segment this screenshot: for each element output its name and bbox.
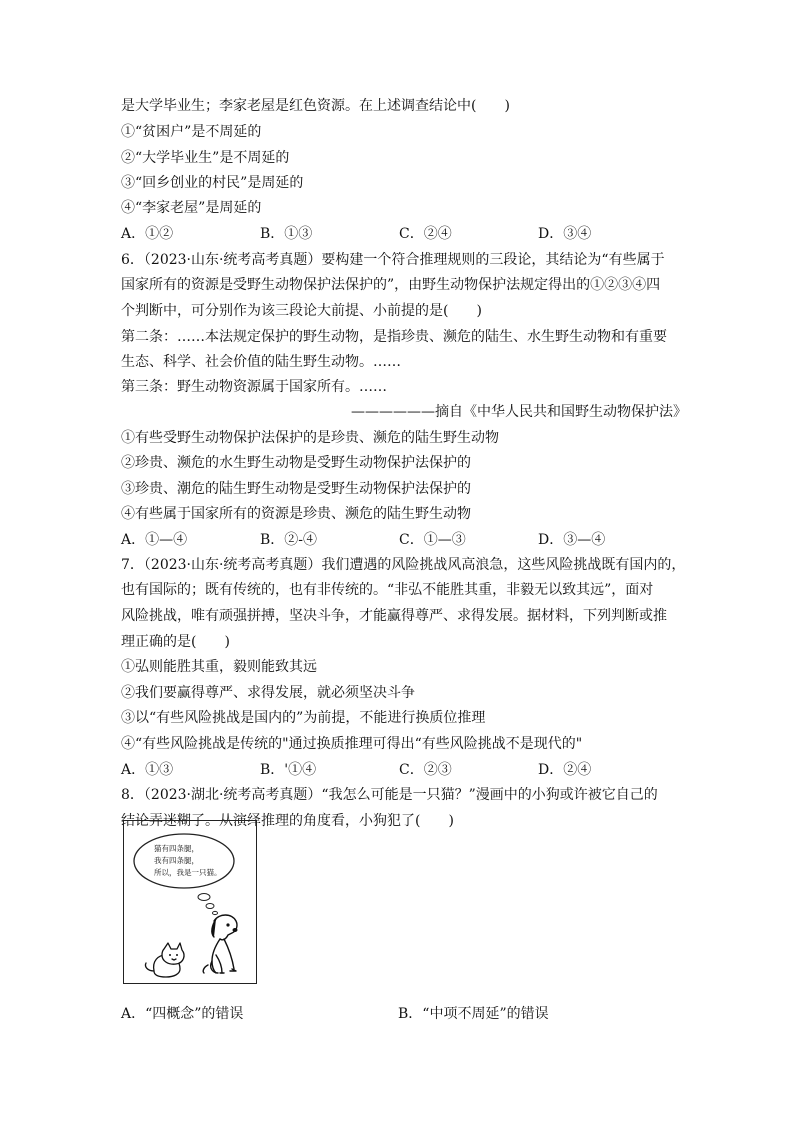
bubble-dot-1 [198, 894, 210, 901]
q5-option-a[interactable]: A．①② [121, 226, 174, 242]
q7-option-b[interactable]: B．'①④ [260, 762, 317, 778]
cat-illustration [145, 943, 184, 977]
q7-stem-line-4: 理正确的是( ) [121, 634, 230, 650]
q8-stem-line-1: 8．（2023·湖北·统考高考真题）“我怎么可能是一只猫？”漫画中的小狗或许被它自己的 [121, 787, 658, 803]
q7-option-a[interactable]: A．①③ [121, 762, 174, 778]
q7-option-d[interactable]: D．②④ [538, 762, 592, 778]
q5-item-3: ③“回乡创业的村民”是周延的 [121, 175, 304, 191]
q5-item-1: ①“贫困户”是不周延的 [121, 124, 262, 140]
q7-option-c[interactable]: C．②③ [399, 762, 452, 778]
q6-stem-line-1: 6．（2023·山东·统考高考真题）要构建一个符合推理规则的三段论，其结论为“有些属于 [121, 252, 665, 268]
q6-material-line-1: 第二条：……本法规定保护的野生动物，是指珍贵、濒危的陆生、水生野生动物和有重要 [121, 329, 667, 345]
q6-option-a[interactable]: A．①—④ [121, 532, 188, 548]
q5-stem-tail: 是大学毕业生；李家老屋是红色资源。在上述调查结论中( ) [121, 98, 510, 114]
bubble-dot-3 [213, 911, 218, 914]
q5-option-c[interactable]: C．②④ [399, 226, 452, 242]
q7-item-1: ①弘则能胜其重，毅则能致其远 [121, 659, 317, 675]
q6-option-d[interactable]: D．③—④ [538, 532, 606, 548]
q8-option-a[interactable]: A．“四概念”的错误 [121, 1006, 244, 1022]
q6-item-3: ③珍贵、潮危的陆生野生动物是受野生动物保护法保护的 [121, 481, 471, 497]
bubble-line-1: 猫有四条腿， [154, 844, 199, 853]
q8-stem-line-2: 结论弄迷糊了。从演绎推理的角度看，小狗犯了( ) [121, 813, 454, 829]
q6-item-1: ①有些受野生动物保护法保护的是珍贵、濒危的陆生野生动物 [121, 430, 499, 446]
q6-stem-line-3: 个判断中，可分别作为该三段论大前提、小前提的是( ) [121, 303, 482, 319]
q6-item-2: ②珍贵、濒危的水生野生动物是受野生动物保护法保护的 [121, 455, 471, 471]
q7-stem-line-3: 风险挑战，唯有顽强拼搏，坚决斗争，才能赢得尊严、求得发展。据材料，下列判断或推 [121, 608, 667, 624]
q6-source: ——————摘自《中华人民共和国野生动物保护法》 [351, 404, 687, 420]
q6-option-c[interactable]: C．①—③ [399, 532, 466, 548]
q7-item-2: ②我们要赢得尊严、求得发展，就必须坚决斗争 [121, 685, 415, 701]
bubble-line-2: 我有四条腿， [154, 856, 199, 865]
q5-option-d[interactable]: D．③④ [538, 226, 592, 242]
q6-material-line-3: 第三条：野生动物资源属于国家所有。…… [121, 379, 387, 395]
q7-item-3: ③以“有些风险挑战是国内的”为前提，不能进行换质位推理 [121, 710, 486, 726]
dog-illustration [203, 915, 237, 973]
q6-material-line-2: 生态、科学、社会价值的陆生野生动物。…… [121, 354, 401, 370]
q5-item-4: ④“李家老屋”是周延的 [121, 200, 262, 216]
q8-option-b[interactable]: B．“中项不周延”的错误 [398, 1006, 549, 1022]
q7-stem-line-1: 7．（2023·山东·统考高考真题）我们遭遇的风险挑战风高浪急，这些风险挑战既有国内的， [121, 557, 686, 573]
q7-item-4: ④“有些风险挑战是传统的"通过换质推理可得出“有些风险挑战不是现代的" [121, 736, 583, 752]
q6-stem-line-2: 国家所有的资源是受野生动物保护法保护的”，由野生动物保护法规定得出的①②③④四 [121, 277, 661, 293]
cartoon-drawing [124, 821, 255, 982]
q5-item-2: ②“大学毕业生”是不周延的 [121, 150, 290, 166]
bubble-line-3: 所以，我是一只猫。 [154, 868, 222, 877]
q6-item-4: ④有些属于国家所有的资源是珍贵、濒危的陆生野生动物 [121, 506, 471, 522]
q7-stem-line-2: 也有国际的；既有传统的，也有非传统的。“非弘不能胜其重，非毅无以致其远”，面对 [121, 582, 654, 598]
cartoon-image [123, 820, 257, 984]
q6-option-b[interactable]: B．②-④ [260, 532, 318, 548]
q5-option-b[interactable]: B．①③ [260, 226, 313, 242]
bubble-dot-2 [206, 904, 214, 909]
